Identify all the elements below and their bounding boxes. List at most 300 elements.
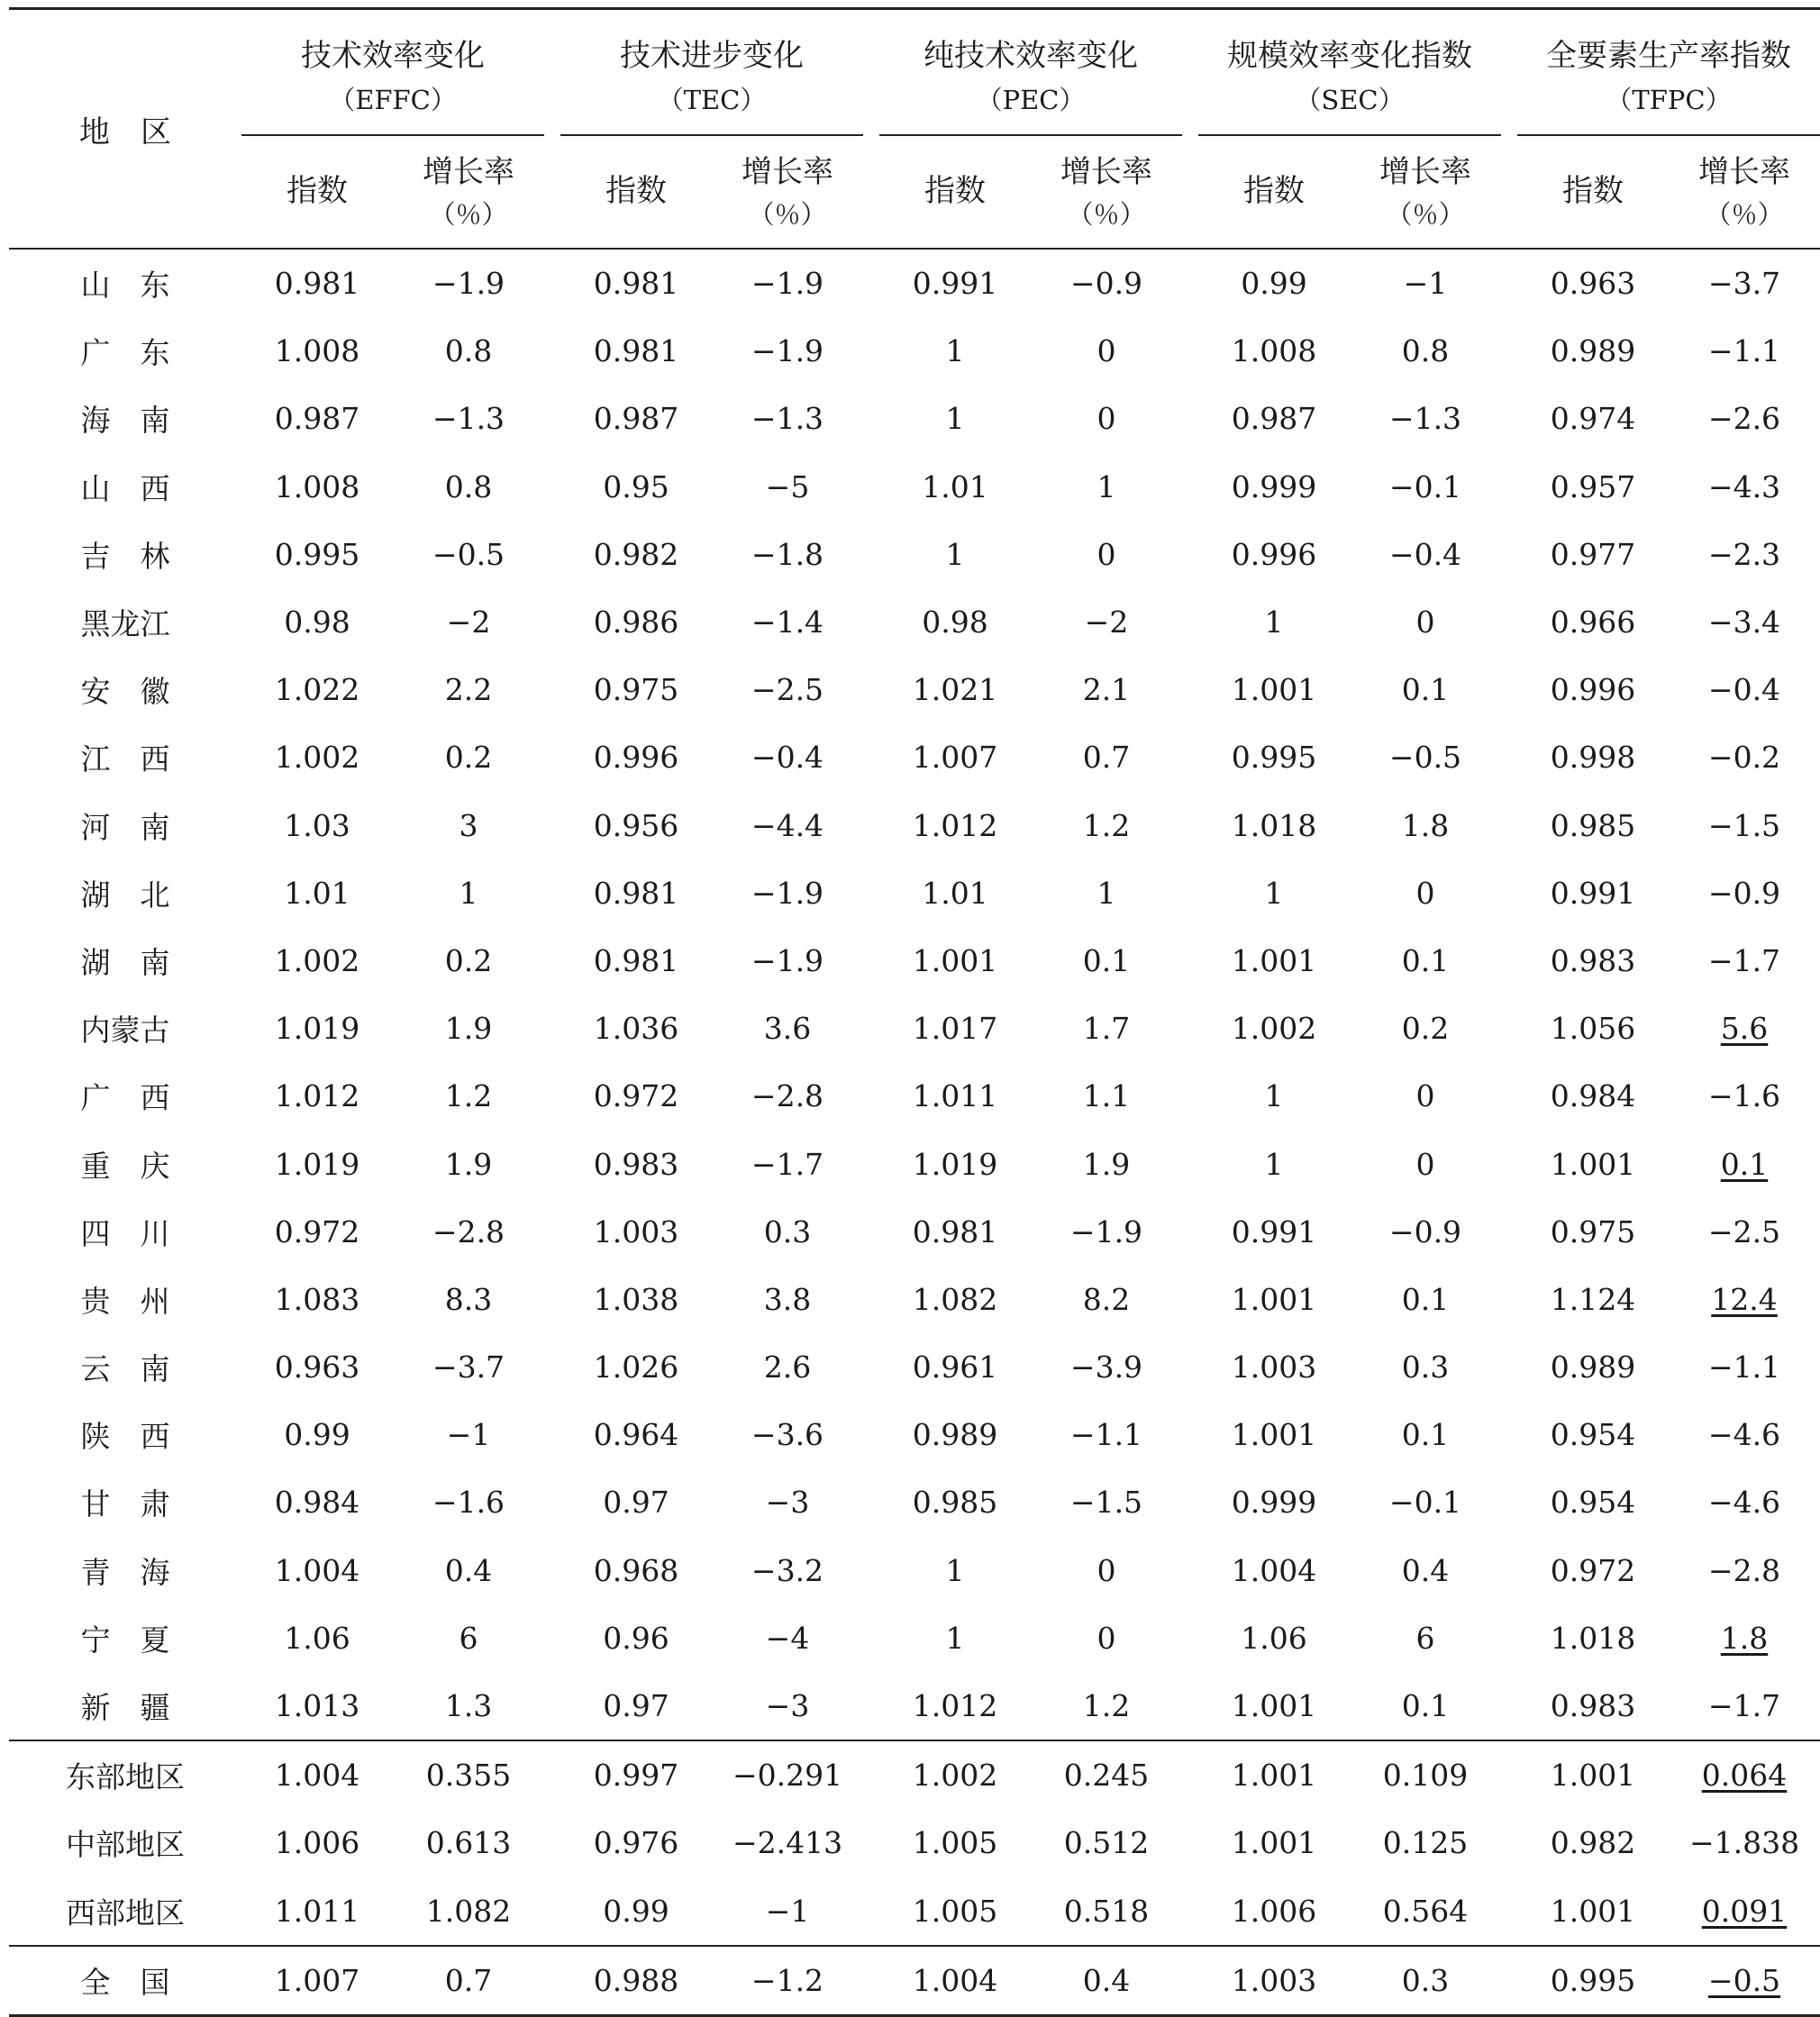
value-text: 0.1 [1401,1417,1450,1453]
value-text: 1.002 [1231,1011,1317,1047]
value-cell [560,1537,712,1604]
value-cell [1198,656,1350,723]
value-text: −1.3 [751,401,824,437]
region-cell: 全 国 [9,1946,241,2016]
effc-header-name: 技术效率变化 [301,38,485,75]
value-text: 0.972 [1550,1552,1636,1588]
value-cell [712,927,863,995]
value-text: 0.954 [1550,1485,1636,1521]
value-cell [712,1266,863,1333]
value-cell [1350,1266,1501,1333]
value-cell [1198,1877,1350,1946]
region-cell: 西部地区 [66,1894,185,1931]
value-cell [1669,521,1820,588]
value-text: 1.004 [274,1758,360,1794]
value-text: 0.984 [274,1485,360,1521]
value-text: −4.6 [1707,1417,1781,1453]
value-cell [393,1198,544,1266]
value-cell [1517,385,1669,452]
value-cell [1669,927,1820,995]
pec-rate-label: 增长率 [1060,154,1152,191]
value-cell [712,1333,863,1401]
value-text: 0.957 [1550,468,1636,504]
value-cell [1517,723,1669,791]
value-text: 0.981 [274,266,360,302]
value-cell [1350,1468,1501,1536]
region-cell: 贵 州 [80,1283,170,1319]
value-text: 0.983 [1550,1688,1636,1724]
value-cell [241,1198,393,1266]
value-cell [1031,317,1182,385]
value-text: 0.4 [444,1552,493,1588]
value-text: 1.002 [274,740,360,776]
value-text: 1 [1264,1146,1284,1182]
value-text: 1.06 [284,1620,350,1656]
value-cell [1198,1537,1350,1604]
value-text: 0.963 [274,1349,360,1386]
value-text: 1.017 [912,1011,998,1047]
value-text: 1 [1264,604,1284,641]
value-cell [879,656,1031,723]
region-cell: 河 南 [80,809,170,845]
value-text: 0.2 [1401,1011,1450,1047]
value-cell [241,1537,393,1604]
value-cell [879,1198,1031,1266]
tec-index-header: 指数 [560,135,712,249]
value-text: 1.004 [912,1962,998,1998]
value-cell [241,1401,393,1468]
value-text: 5.6 [1720,1011,1769,1047]
value-text: 1.7 [1082,1011,1131,1047]
value-text: 1 [945,401,965,437]
table-row [9,588,1820,656]
value-text: 0.98 [922,604,988,641]
value-text: −1.9 [432,266,505,302]
value-text: −1.2 [751,1962,824,1998]
table-row [9,1604,1820,1672]
region-cell: 海 南 [80,403,170,439]
value-text: 1 [1264,875,1284,911]
value-text: 1.026 [593,1349,679,1386]
value-text: 0.991 [1231,1213,1317,1249]
table-row [9,1198,1820,1266]
value-cell [879,723,1031,791]
table-row [9,723,1820,791]
value-text: 1.082 [912,1281,998,1317]
value-cell [241,1468,393,1536]
value-text: 0 [1097,536,1116,572]
value-cell [560,1740,712,1809]
value-text: 0.355 [425,1758,512,1794]
value-text: 0.8 [444,333,493,369]
value-cell [1517,1946,1669,2016]
value-cell [1669,1266,1820,1333]
effc-rate-label: 增长率 [423,154,514,191]
value-cell [1031,453,1182,521]
value-text: 1.018 [1550,1620,1636,1656]
value-text: 1.9 [444,1146,493,1182]
value-text: 0.2 [444,740,493,776]
value-cell [1517,1266,1669,1333]
value-text: 1.001 [1550,1758,1636,1794]
value-cell [1669,249,1820,317]
tfpc-rate-label: 增长率 [1698,154,1790,191]
value-text: 0.995 [1231,740,1317,776]
value-text: 1.013 [274,1688,360,1724]
value-text: 8.2 [1082,1281,1131,1317]
value-text: 0.96 [603,1620,669,1656]
tfpc-rate-unit: （％） [1705,198,1784,230]
tec-header [560,9,863,136]
value-text: 1 [945,333,965,369]
value-cell [1669,1877,1820,1946]
value-cell [393,317,544,385]
value-cell [879,1401,1031,1468]
effc-rate-unit: （％） [429,198,508,230]
value-text: 0.95 [603,468,669,504]
value-text: −5 [765,468,810,504]
value-text: 0.981 [593,942,679,978]
value-text: 0.989 [1550,333,1636,369]
value-cell [1350,1877,1501,1946]
value-text: 2.6 [763,1349,812,1386]
value-cell [1031,1672,1182,1740]
value-text: 1.001 [1231,1688,1317,1724]
value-text: −4.6 [1707,1485,1781,1521]
region-cell: 广 东 [80,335,170,371]
value-text: −3 [765,1485,810,1521]
value-text: 1 [1264,1078,1284,1114]
effc-header-abbr: （EFFC） [329,84,457,115]
value-cell [241,1877,393,1946]
table-row [9,792,1820,859]
value-text: 0.966 [1550,604,1636,641]
value-text: 0.3 [763,1213,812,1249]
value-cell [1517,588,1669,656]
value-cell [1669,723,1820,791]
table-row [9,1401,1820,1468]
value-cell [1198,1130,1350,1197]
value-text: −2 [446,604,491,641]
value-text: 1 [1097,468,1116,504]
value-cell [1517,521,1669,588]
value-text: 0.4 [1401,1552,1450,1588]
value-text: 0.981 [593,875,679,911]
value-cell [879,521,1031,588]
value-text: −3.9 [1069,1349,1143,1386]
value-cell [1350,723,1501,791]
value-text: 0.8 [1401,333,1450,369]
value-text: 1.082 [425,1893,512,1929]
value-text: 0.995 [1550,1962,1636,1998]
region-cell: 湖 北 [80,877,170,913]
value-cell [560,656,712,723]
value-cell [393,1266,544,1333]
tfpc-header-abbr: （TFPC） [1606,84,1732,115]
value-cell [879,588,1031,656]
value-cell [1669,1468,1820,1536]
value-text: 0 [1097,333,1116,369]
value-cell [1198,859,1350,927]
value-cell [1517,249,1669,317]
value-text: −2.8 [1707,1552,1781,1588]
value-cell [241,723,393,791]
value-text: 1.019 [274,1011,360,1047]
value-cell [1669,1740,1820,1809]
value-cell [1517,1672,1669,1740]
value-cell [560,453,712,521]
value-text: 1.01 [284,875,350,911]
value-text: 1.012 [274,1078,360,1114]
value-text: 0.981 [912,1213,998,1249]
value-text: −2 [1084,604,1129,641]
value-cell [879,1062,1031,1130]
value-text: −0.5 [432,536,505,572]
value-text: 1.124 [1550,1281,1636,1317]
value-cell [241,1604,393,1672]
value-text: 0.983 [1550,942,1636,978]
effc-index-header: 指数 [241,135,393,249]
value-cell [560,1809,712,1876]
value-text: 1.008 [274,333,360,369]
value-text: 1.9 [444,1011,493,1047]
value-cell [393,792,544,859]
value-cell [241,859,393,927]
value-cell [712,249,863,317]
value-cell [1198,1946,1350,2016]
value-text: −4.4 [751,807,824,843]
value-text: 0 [1415,1078,1435,1114]
value-cell [393,1062,544,1130]
value-text: 0.518 [1063,1893,1150,1929]
value-cell [1517,656,1669,723]
region-cell: 安 徽 [80,674,170,710]
value-cell [712,1468,863,1536]
value-cell [393,1130,544,1197]
value-text: 1.06 [1241,1620,1307,1656]
value-cell [241,1672,393,1740]
value-text: 1 [459,875,478,911]
value-cell [560,521,712,588]
value-cell [879,1130,1031,1197]
value-cell [1198,1401,1350,1468]
value-text: −0.4 [751,740,824,776]
value-cell [560,723,712,791]
value-cell [241,792,393,859]
value-cell [1198,249,1350,317]
value-text: −1.8 [751,536,824,572]
value-cell [560,1062,712,1130]
region-cell: 吉 林 [80,538,170,574]
value-cell [1669,1537,1820,1604]
value-cell [879,1604,1031,1672]
value-text: 1.021 [912,672,998,708]
table-row [9,1809,1820,1876]
value-cell [712,1062,863,1130]
value-text: −1.1 [1707,333,1781,369]
value-cell [712,1537,863,1604]
table-row [9,859,1820,927]
value-text: 0.99 [284,1417,350,1453]
value-cell [1031,249,1182,317]
value-text: −3.7 [1707,266,1781,302]
value-text: −3.2 [751,1552,824,1588]
value-cell [1517,1877,1669,1946]
value-text: 0.996 [593,740,679,776]
pec-header [879,9,1182,136]
pec-index-header: 指数 [879,135,1031,249]
value-cell [879,1877,1031,1946]
value-text: 0.988 [593,1962,679,1998]
tec-rate-label: 增长率 [742,154,833,191]
value-text: 1.001 [1231,1758,1317,1794]
table-row [9,1740,1820,1809]
value-cell [560,792,712,859]
value-text: 0.97 [603,1688,669,1724]
value-cell [1669,588,1820,656]
value-cell [1198,927,1350,995]
value-text: 0.995 [274,536,360,572]
value-text: 0.99 [1241,266,1307,302]
value-cell [712,1809,863,1876]
sec-header-abbr: （SEC） [1295,84,1405,115]
value-cell [879,1468,1031,1536]
value-cell [393,1672,544,1740]
value-cell [241,1333,393,1401]
sec-index-header: 指数 [1198,135,1350,249]
value-cell [1198,1266,1350,1333]
tfpc-index-header: 指数 [1517,135,1669,249]
value-text: 0.989 [912,1417,998,1453]
value-cell [712,1130,863,1197]
value-text: −1.838 [1688,1825,1800,1861]
value-cell [393,1401,544,1468]
value-text: 0.7 [444,1962,493,1998]
table-row [9,656,1820,723]
value-text: 0.3 [1401,1962,1450,1998]
pec-header-abbr: （PEC） [976,84,1086,115]
value-cell [241,927,393,995]
value-text: 0.989 [1550,1349,1636,1386]
value-text: 0.564 [1382,1893,1469,1929]
tec-header-name: 技术进步变化 [620,38,804,75]
value-text: −2.3 [1707,536,1781,572]
value-text: 0.998 [1550,740,1636,776]
value-cell [879,1537,1031,1604]
value-text: 0.984 [1550,1078,1636,1114]
value-cell [393,723,544,791]
value-cell [712,1946,863,2016]
value-cell [560,995,712,1062]
value-cell [1031,1809,1182,1876]
value-text: 0.983 [593,1146,679,1182]
value-text: 0.974 [1550,401,1636,437]
tec-rate-header [712,135,863,249]
value-text: 1.008 [1231,333,1317,369]
value-cell [1669,453,1820,521]
value-text: 1.001 [912,942,998,978]
value-cell [1198,792,1350,859]
value-cell [1669,1401,1820,1468]
value-cell [1350,317,1501,385]
value-cell [560,1130,712,1197]
value-cell [1517,1604,1669,1672]
value-text: 0.981 [593,266,679,302]
value-text: 0.1 [1720,1146,1769,1182]
value-text: 1.001 [1231,1825,1317,1861]
value-cell [712,995,863,1062]
value-cell [393,995,544,1062]
value-cell [241,1266,393,1333]
value-cell [712,792,863,859]
value-cell [1669,1604,1820,1672]
value-cell [1198,1062,1350,1130]
value-text: −2.8 [432,1213,505,1249]
value-text: −1.9 [751,942,824,978]
value-text: 0.972 [593,1078,679,1114]
value-cell [1350,1946,1501,2016]
value-text: 0.977 [1550,536,1636,572]
value-text: 1.001 [1231,942,1317,978]
value-text: −1.9 [751,333,824,369]
value-cell [560,1468,712,1536]
value-cell [393,385,544,452]
value-cell [560,385,712,452]
value-cell [560,1604,712,1672]
region-cell: 中部地区 [66,1827,185,1863]
value-text: 0.982 [593,536,679,572]
sec-header [1198,9,1501,136]
value-text: 0.064 [1701,1758,1788,1794]
value-cell [1350,1198,1501,1266]
value-cell [879,453,1031,521]
value-cell [1517,1740,1669,1809]
value-cell [1198,453,1350,521]
value-text: 0.985 [1550,807,1636,843]
value-text: 1.006 [1231,1893,1317,1929]
effc-rate-header [393,135,544,249]
value-cell [1198,1333,1350,1401]
value-cell [712,859,863,927]
value-text: 0.999 [1231,1485,1317,1521]
region-cell: 云 南 [80,1351,170,1387]
value-text: −0.5 [1388,740,1462,776]
value-cell [1669,1809,1820,1876]
value-cell [879,927,1031,995]
value-text: 1.003 [1231,1349,1317,1386]
value-text: 1.1 [1082,1078,1131,1114]
value-cell [1669,385,1820,452]
table-row [9,995,1820,1062]
value-text: 1.022 [274,672,360,708]
value-cell [1198,521,1350,588]
value-text: 1.002 [274,942,360,978]
region-cell: 重 庆 [80,1148,170,1184]
table-row [9,385,1820,452]
value-cell [1198,1198,1350,1266]
value-cell [1350,385,1501,452]
pec-rate-unit: （％） [1067,198,1146,230]
value-cell [1350,521,1501,588]
tfpc-header-name: 全要素生产率指数 [1546,38,1791,75]
sec-rate-header [1350,135,1501,249]
value-text: −1.9 [1069,1213,1143,1249]
value-text: 1.001 [1550,1146,1636,1182]
region-cell: 东部地区 [9,1740,241,1809]
value-cell [1517,1062,1669,1130]
value-cell [560,1877,712,1946]
value-cell [1669,1130,1820,1197]
